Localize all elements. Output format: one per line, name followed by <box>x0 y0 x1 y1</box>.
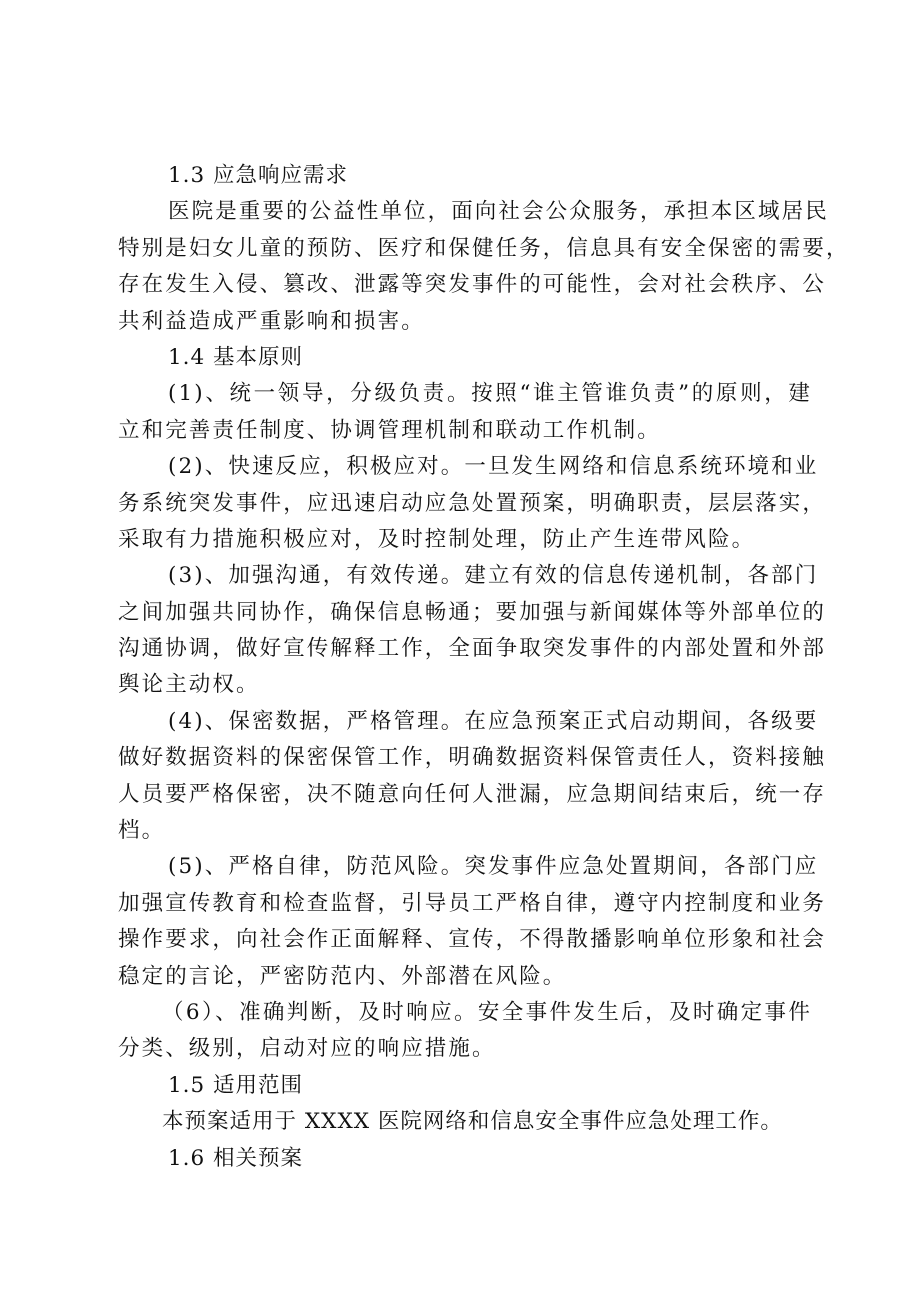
paragraph-line: 共利益造成严重影响和损害。 <box>118 308 425 334</box>
principle-4-line: 档。 <box>118 818 166 844</box>
paragraph-line: 本预案适用于 XXXX 医院网络和信息安全事件应急处理工作。 <box>162 1109 783 1135</box>
principle-5-line: (5)、严格自律，防范风险。突发事件应急处置期间，各部门应 <box>168 854 819 880</box>
principle-2-line: (2)、快速反应，积极应对。一旦发生网络和信息系统环境和业 <box>168 454 819 480</box>
principle-3-line: 之间加强共同协作，确保信息畅通；要加强与新闻媒体等外部单位的 <box>118 599 827 625</box>
section-heading-1-6: 1.6 相关预案 <box>168 1145 304 1171</box>
section-heading-1-5: 1.5 适用范围 <box>168 1072 304 1098</box>
principle-4-line: (4)、保密数据，严格管理。在应急预案正式启动期间，各级要 <box>168 708 819 734</box>
principle-3-line: 沟通协调，做好宣传解释工作，全面争取突发事件的内部处置和外部 <box>118 636 827 662</box>
paragraph-line: 医院是重要的公益性单位，面向社会公众服务，承担本区域居民 <box>168 199 829 225</box>
section-heading-1-3: 1.3 应急响应需求 <box>168 163 349 188</box>
paragraph-line: 特别是妇女儿童的预防、医疗和保健任务，信息具有安全保密的需要， <box>118 235 850 261</box>
principle-1-line: 立和完善责任制度、协调管理机制和联动工作机制。 <box>118 417 661 443</box>
principle-6-line: （6）、准确判断，及时响应。安全事件发生后，及时确定事件 <box>162 999 812 1025</box>
principle-6-line: 分类、级别，启动对应的响应措施。 <box>118 1036 496 1062</box>
paragraph-line: 存在发生入侵、篡改、泄露等突发事件的可能性，会对社会秩序、公 <box>118 272 827 298</box>
section-heading-1-4: 1.4 基本原则 <box>168 344 304 370</box>
principle-2-line: 采取有力措施积极应对，及时控制处理，防止产生连带风险。 <box>118 526 756 552</box>
principle-5-line: 加强宣传教育和检查监督，引导员工严格自律，遵守内控制度和业务 <box>118 890 827 916</box>
principle-3-line: 舆论主动权。 <box>118 672 260 698</box>
principle-2-line: 务系统突发事件，应迅速启动应急处置预案，明确职责，层层落实， <box>118 490 827 516</box>
principle-1-line: (1)、统一领导，分级负责。按照“谁主管谁负责”的原则，建 <box>168 381 812 407</box>
principle-3-line: (3)、加强沟通，有效传递。建立有效的信息传递机制，各部门 <box>168 563 819 589</box>
principle-5-line: 操作要求，向社会作正面解释、宣传，不得散播影响单位形象和社会 <box>118 927 827 953</box>
principle-4-line: 人员要严格保密，决不随意向任何人泄漏，应急期间结束后，统一存 <box>118 781 827 807</box>
principle-5-line: 稳定的言论，严密防范内、外部潜在风险。 <box>118 963 567 989</box>
principle-4-line: 做好数据资料的保密保管工作，明确数据资料保管责任人，资料接触 <box>118 745 827 771</box>
document-body <box>118 158 850 1177</box>
